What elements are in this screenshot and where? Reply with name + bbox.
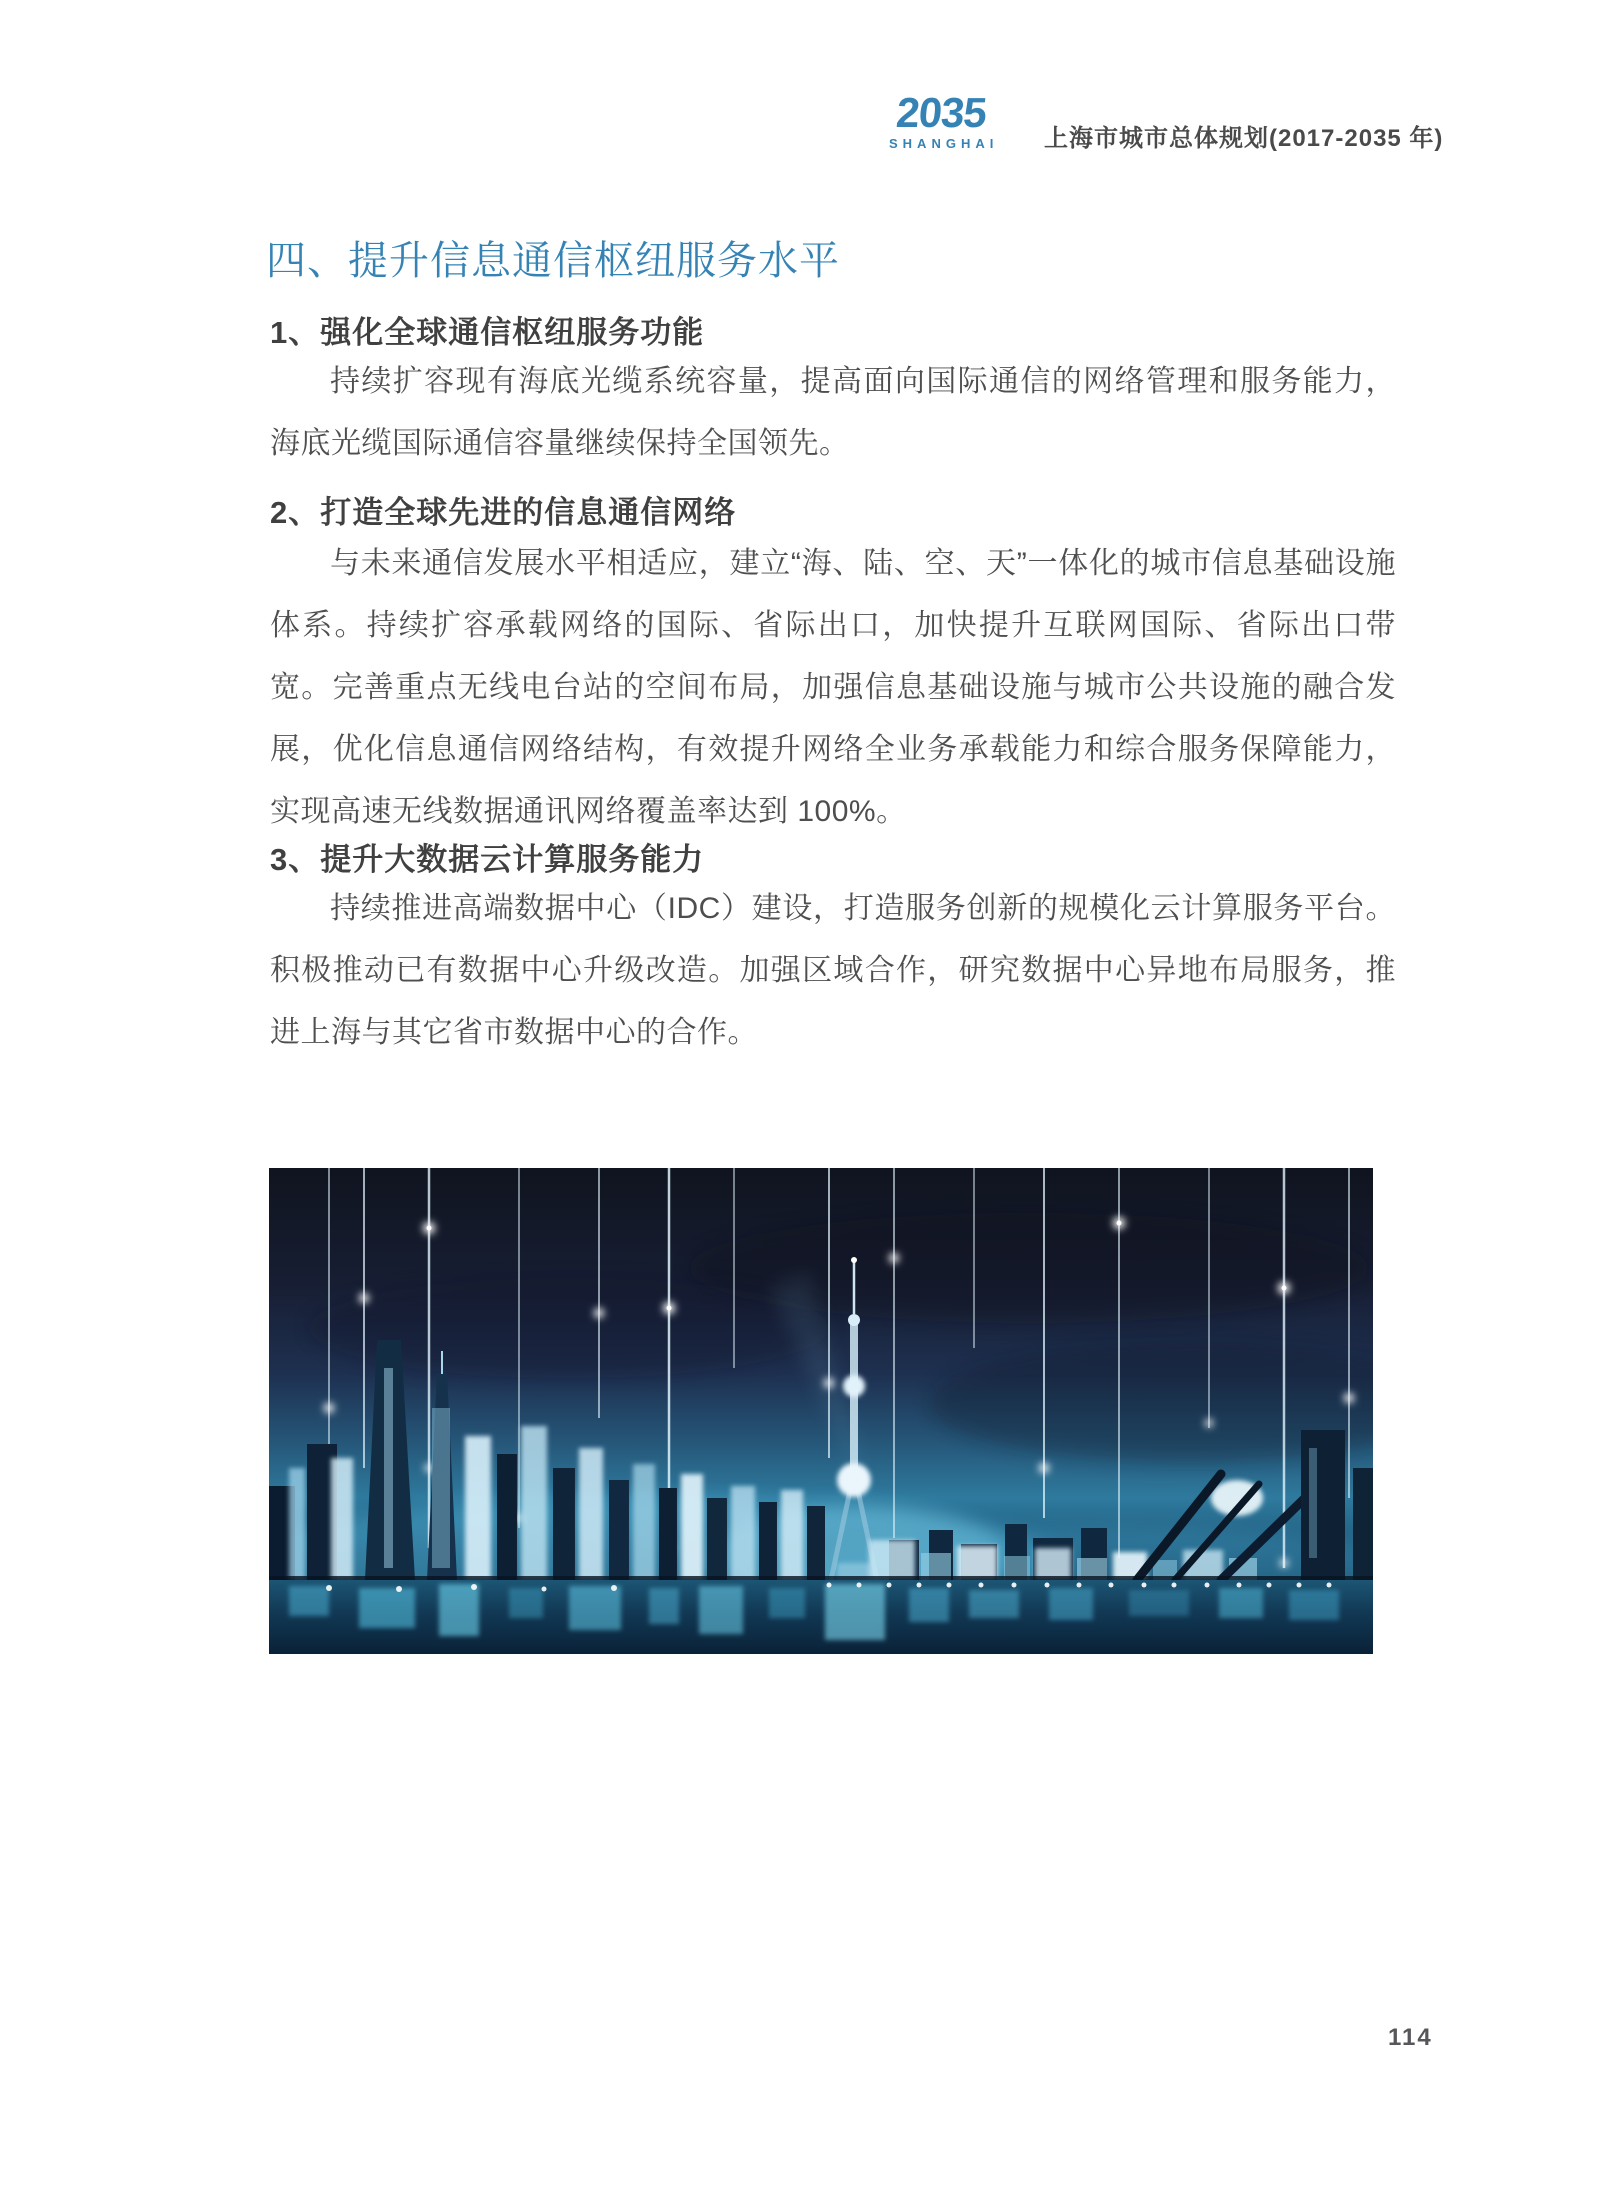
subsection-paragraph-3: 持续推进高端数据中心（IDC）建设，打造服务创新的规模化云计算服务平台。积极推动已有数据中心升级改造。加强区域合作，研究数据中心异地布局服务，推进上海与其它省市数据中心的合作。 — [270, 892, 1396, 1049]
section-title: 四、提升信息通信枢纽服务水平 — [266, 239, 840, 283]
page-number: 114 — [1388, 2024, 1433, 2051]
cityscape-photo — [269, 1168, 1373, 1654]
logo-shanghai-text: SHANGHAI — [889, 136, 999, 151]
shanghai-2035-logo — [884, 89, 999, 151]
subsection-paragraph-2: 与未来通信发展水平相适应，建立“海、陆、空、天”一体化的城市信息基础设施体系。持续扩容承载网络的国际、省际出口，加快提升互联网国际、省际出口带宽。完善重点无线电台站的空间布局，加强信息基础设施与城市公共设施的融合发展，优化信息通信网络结构，有效提升网络全业务承载能力和综合服务保障能力，实现高速无线数据通讯网络覆盖率达到 100%。 — [270, 547, 1396, 828]
logo-2035-text: 2035 — [894, 89, 988, 136]
header-doc-title: 上海市城市总体规划(2017-2035 年) — [1044, 125, 1444, 152]
subsection-paragraph-1: 持续扩容现有海底光缆系统容量，提高面向国际通信的网络管理和服务能力，海底光缆国际通信容量继续保持全国领先。 — [270, 365, 1396, 460]
subsection-heading-1: 1、强化全球通信枢纽服务功能 — [270, 315, 705, 350]
subsection-heading-3: 3、提升大数据云计算服务能力 — [270, 842, 705, 877]
subsection-heading-2: 2、打造全球先进的信息通信网络 — [270, 495, 737, 530]
